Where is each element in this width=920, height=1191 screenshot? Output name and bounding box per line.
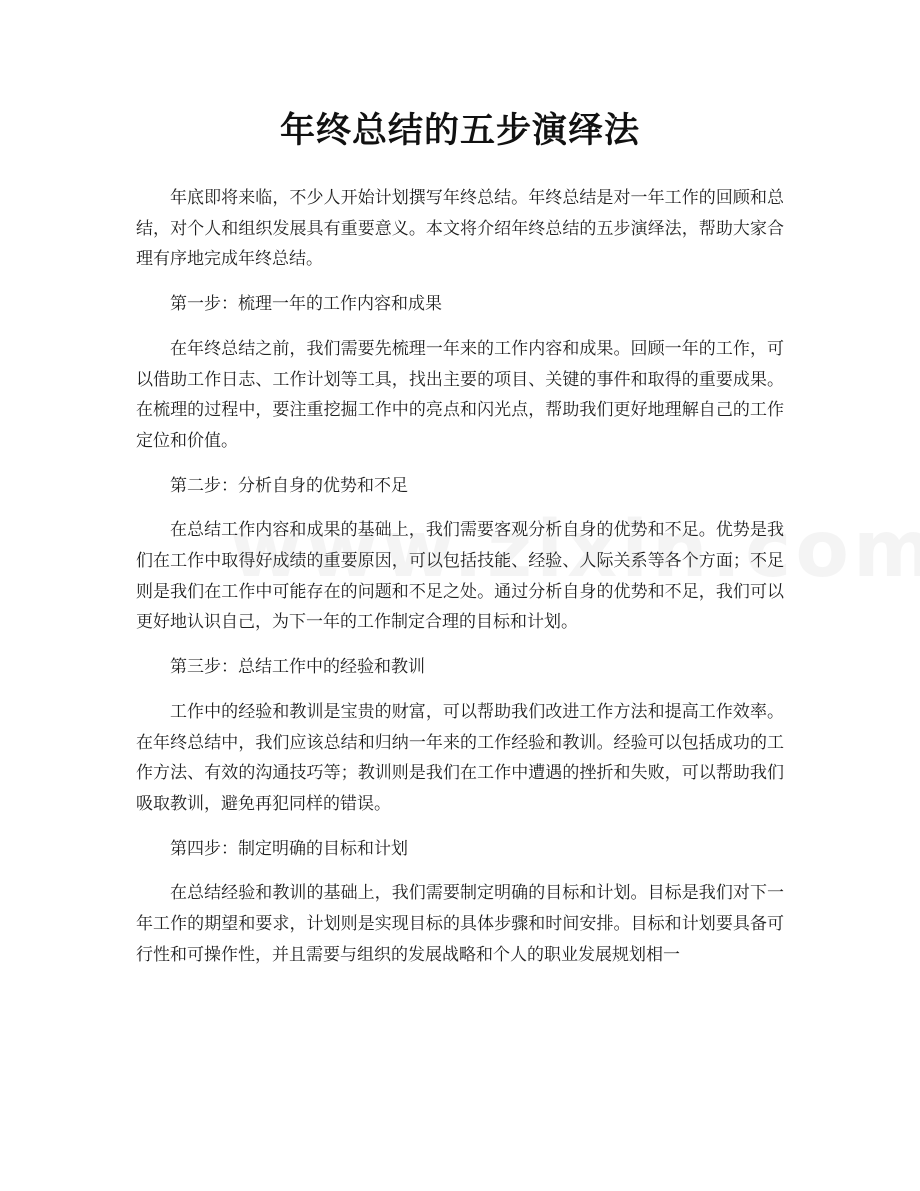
step-1-heading: 第一步：梳理一年的工作内容和成果 xyxy=(170,294,442,315)
intro-paragraph: 年底即将来临，不少人开始计划撰写年终总结。年终总结是对一年工作的回顾和总结，对个人和组织发展具有重要意义。本文将介绍年终总结的五步演绎法，帮助大家合理有序地完成年终总结。 xyxy=(136,188,784,270)
step-1-paragraph: 在年终总结之前，我们需要先梳理一年来的工作内容和成果。回顾一年的工作，可以借助工作日志、工作计划等工具，找出主要的项目、关键的事件和取得的重要成果。在梳理的过程中，要注重挖掘工作中的亮点和闪光点，帮助我们更好地理解自己的工作定位和价值。 xyxy=(136,338,784,451)
document-body xyxy=(136,183,784,970)
step-3-paragraph: 工作中的经验和教训是宝贵的财富，可以帮助我们改进工作方法和提高工作效率。在年终总结中，我们应该总结和归纳一年来的工作经验和教训。经验可以包括成功的工作方法、有效的沟通技巧等；教训则是我们在工作中遭遇的挫折和失败，可以帮助我们吸取教训，避免再犯同样的错误。 xyxy=(136,701,784,814)
step-2-paragraph: 在总结工作内容和成果的基础上，我们需要客观分析自身的优势和不足。优势是我们在工作中取得好成绩的重要原因，可以包括技能、经验、人际关系等各个方面；不足则是我们在工作中可能存在的问题和不足之处。通过分析自身的优势和不足，我们可以更好地认识自己，为下一年的工作制定合理的目标和计划。 xyxy=(136,520,784,633)
step-4-heading: 第四步：制定明确的目标和计划 xyxy=(170,838,408,859)
step-4-paragraph: 在总结经验和教训的基础上，我们需要制定明确的目标和计划。目标是我们对下一年工作的期望和要求，计划则是实现目标的具体步骤和时间安排。目标和计划要具备可行性和可操作性，并且需要与组织的发展战略和个人的职业发展规划相一 xyxy=(136,883,784,965)
step-2-heading: 第二步：分析自身的优势和不足 xyxy=(170,475,408,496)
step-3-heading: 第三步：总结工作中的经验和教训 xyxy=(170,657,425,678)
document-title: 年终总结的五步演绎法 xyxy=(279,111,640,151)
